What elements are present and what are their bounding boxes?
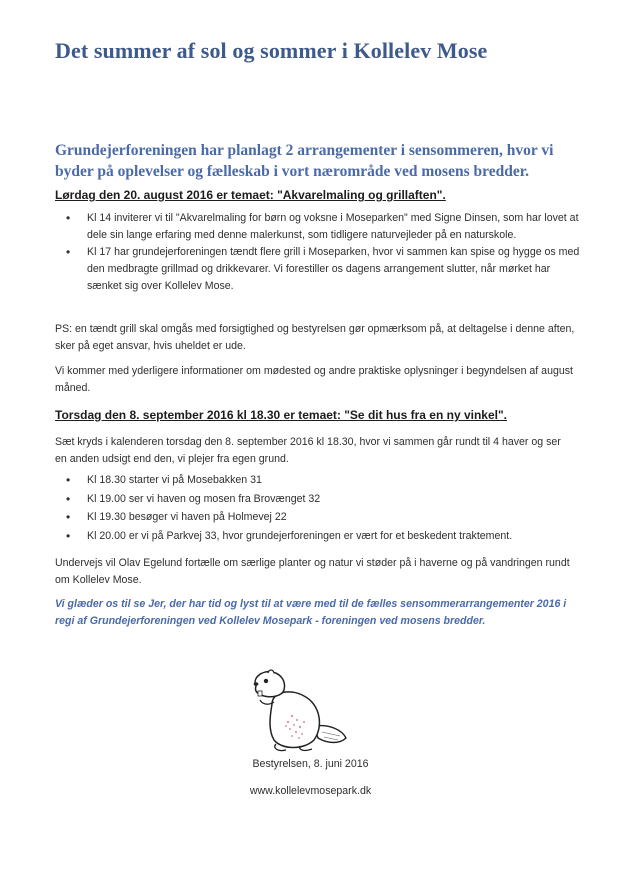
event1-bullet-list [66, 210, 586, 295]
list-item [66, 508, 586, 527]
list-item [66, 490, 586, 509]
list-item-text: Kl 20.00 er vi på Parkvej 33, hvor grundejerforeningen er vært for et beskedent traktement. [87, 529, 513, 542]
list-item [66, 527, 586, 546]
list-item-text: Kl 19.30 besøger vi haven på Holmevej 22 [87, 511, 287, 523]
list-item-text: Kl 18.30 starter vi på Mosebakken 31 [87, 474, 262, 486]
closing-paragraph: Vi glæder os til se Jer, der har tid og lyst til at være med til de fælles sensommerarrangementer 2016 i regi af Grundejerforeningen ved Kollelev Mosepark - foreningen ved mosens bredder. [55, 598, 567, 627]
bullet-icon: • [66, 510, 71, 524]
event2-intro-paragraph: Sæt kryds i kalenderen torsdag den 8. september 2016 kl 18.30, hvor vi sammen går rundt til 4 haver og ser en anden udsigt end den, vi plejer fra egen grund. [55, 436, 561, 465]
bullet-icon: • [66, 473, 71, 487]
bullet-icon: • [66, 245, 71, 259]
list-item [66, 210, 586, 244]
event2-schedule-list [66, 471, 586, 545]
list-item-text: Kl 19.00 ser vi haven og mosen fra Brovænget 32 [87, 492, 321, 505]
list-item [66, 244, 586, 295]
event2-outro-paragraph: Undervejs vil Olav Egelund fortælle om særlige planter og natur vi støder på i haverne og på vandringen rundt om Kollelev Mose. [55, 557, 570, 586]
list-item-text: Kl 14 inviterer vi til "Akvarelmaling for børn og voksne i Moseparken" med Signe Dinsen, som har lovet at dele sin lange erfaring med denne malerkunst, som tidligere naturvejleder på en naturskole. [87, 212, 579, 241]
list-item [66, 471, 586, 490]
event2-heading: Torsdag den 8. september 2016 kl 18.30 er temaet: "Se dit hus fra en ny vinkel". [55, 408, 507, 422]
bullet-icon: • [66, 211, 71, 225]
beaver-mascot-icon [242, 664, 352, 754]
signature: Bestyrelsen, 8. juni 2016 [252, 758, 369, 770]
website-link[interactable]: www.kollelevmosepark.dk [249, 785, 372, 797]
page-title: Det summer af sol og sommer i Kollelev Mose [55, 38, 488, 63]
bullet-icon: • [66, 491, 71, 506]
intro-paragraph: Grundejerforeningen har planlagt 2 arrangementer i sensommeren, hvor vi byder på oplevelser og fælleskab i vort nærområde ved mosens bredder. [55, 142, 554, 180]
event1-heading: Lørdag den 20. august 2016 er temaet: "Akvarelmaling og grillaften". [55, 188, 446, 202]
list-item-text: Kl 17 har grundejerforeningen tændt flere grill i Moseparken, hvor vi sammen kan spise og hygge os med den medbragte grillmad og drikkevarer. Vi forestiller os dagens arrangement slutter, når mørket har sænket sig over Kollelev Mose. [87, 246, 580, 292]
ps-paragraph: PS: en tændt grill skal omgås med forsigtighed og bestyrelsen gør opmærksom på, at deltagelse i denne aften, sker på eget ansvar, hvis uheldet er ude. [55, 323, 575, 352]
bullet-icon: • [66, 528, 71, 543]
info-paragraph: Vi kommer med yderligere informationer om mødested og andre praktiske oplysninger i begyndelsen af august måned. [55, 365, 573, 394]
